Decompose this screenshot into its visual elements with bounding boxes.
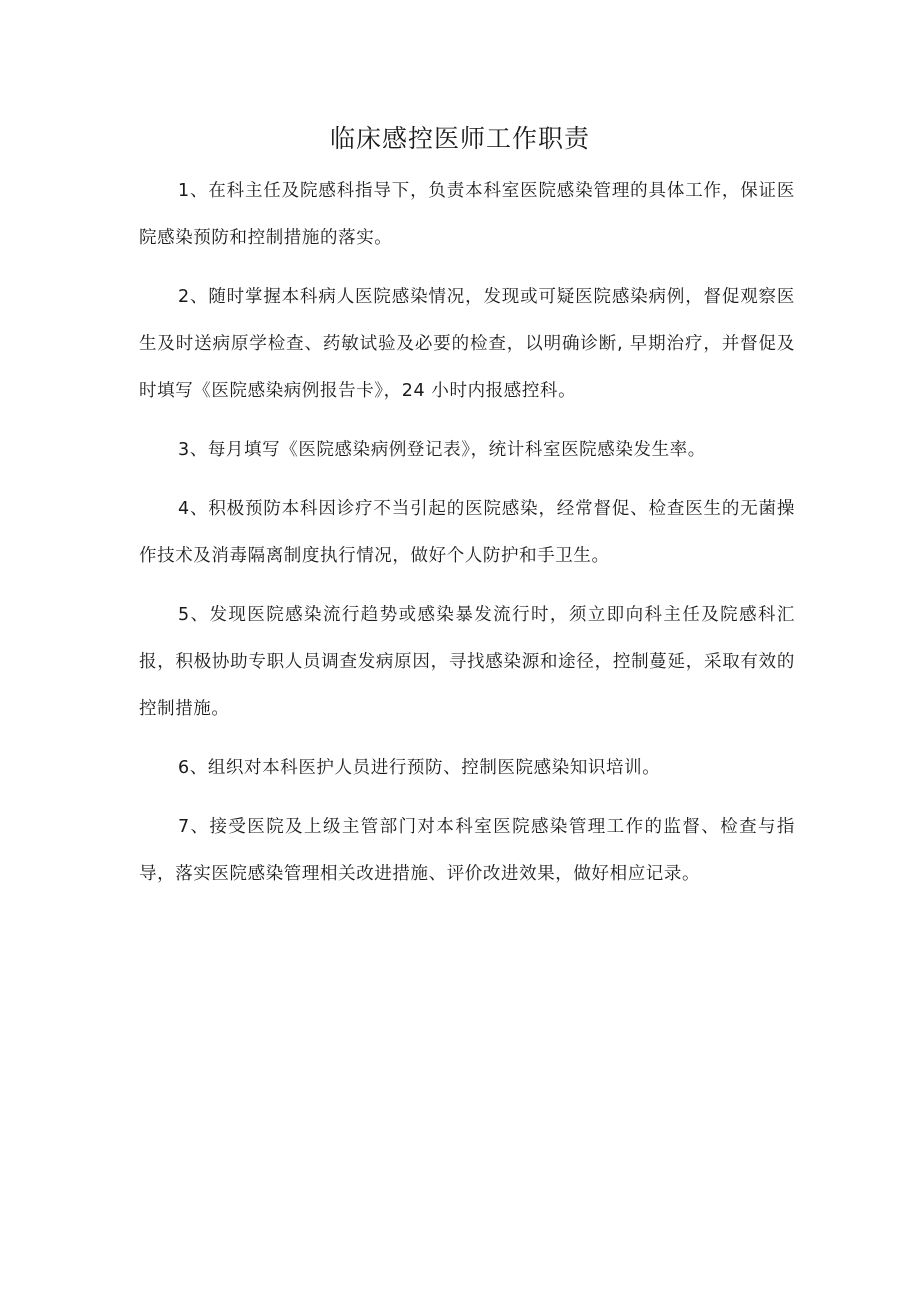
duty-item-2: 2、随时掌握本科病人医院感染情况，发现或可疑医院感染病例，督促观察医生及时送病原学检查、药敏试验及必要的检查，以明确诊断, 早期治疗，并督促及时填写《医院感染病例报告卡》，24 小时内报感控科。: [139, 287, 795, 401]
duty-item-4: 4、积极预防本科因诊疗不当引起的医院感染，经常督促、检查医生的无菌操作技术及消毒隔离制度执行情况，做好个人防护和手卫生。: [139, 499, 795, 566]
document-title: 临床感控医师工作职责: [329, 124, 590, 153]
duty-item-6: 6、组织对本科医护人员进行预防、控制医院感染知识培训。: [178, 758, 661, 778]
duty-item-7: 7、接受医院及上级主管部门对本科室医院感染管理工作的监督、检查与指导，落实医院感染管理相关改进措施、评价改进效果，做好相应记录。: [139, 817, 795, 884]
duty-item-3: 3、每月填写《医院感染病例登记表》，统计科室医院感染发生率。: [178, 440, 706, 460]
document-body: [139, 168, 795, 910]
duty-item-1: 1、在科主任及院感科指导下，负责本科室医院感染管理的具体工作，保证医院感染预防和控制措施的落实。: [139, 181, 795, 248]
duty-item-5: 5、发现医院感染流行趋势或感染暴发流行时，须立即向科主任及院感科汇报，积极协助专职人员调查发病原因，寻找感染源和途径，控制蔓延，采取有效的控制措施。: [139, 605, 795, 719]
